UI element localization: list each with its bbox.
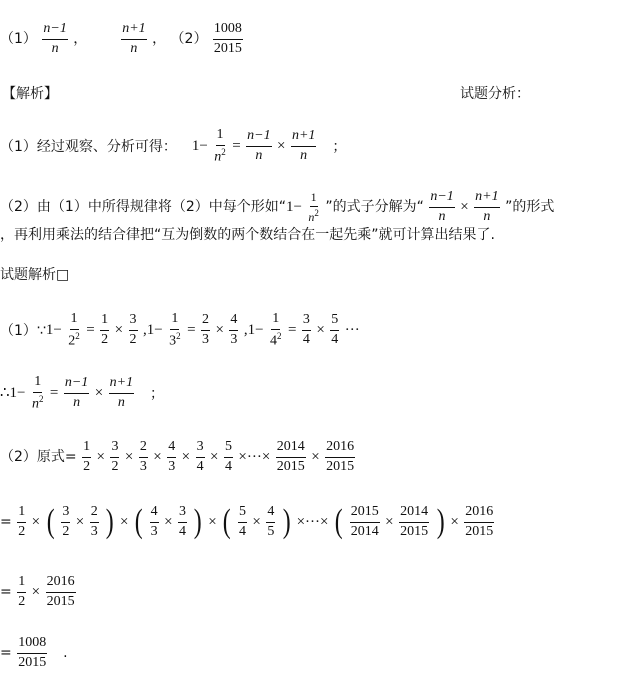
part2-label: （2） xyxy=(170,31,208,48)
detail-title: 试题解析□ xyxy=(0,267,70,283)
therefore-line: ∴1− $\frac{1}{n^2}$ = $\frac{n-1}{n}$ × $\frac{n+1}{n}$ ； xyxy=(0,374,165,412)
separator: ， xyxy=(73,31,88,48)
analysis-title: 【解析】 xyxy=(2,86,58,102)
part2-explanation-cont: ，再利用乘法的结合律把“互为倒数的两个数结合在一起先乘”就可计算出结果了. xyxy=(0,227,495,243)
answer-line xyxy=(0,22,244,56)
solution2-line: （2）原式= $\frac{1}{2}$ × $\frac{3}{2}$ × $\frac{2}{3}$ × $\frac{4}{3}$ × $\frac{3}{4}$ × $\frac{5}{4}$ ×···× $\frac{2014}{2015}$ × $\frac{2016}{2015}$ xyxy=(0,439,355,474)
fraction-n-minus-1-over-n: $\frac{n-1}{n}$ xyxy=(43,21,67,56)
part1-label: （1） xyxy=(0,31,37,48)
solution1-line: （1）∵1− $\frac{1}{2^2}$ = $\frac{1}{2}$ × $\frac{3}{2}$ ,1− $\frac{1}{3^2}$ = $\frac{2}{3}$ × $\frac{4}{3}$ ,1− $\frac{1}{4^2}$ = $\frac{3}{4}$ × $\frac{5}{4}$ ··· xyxy=(0,311,360,349)
part2-explanation: （2）由（1）中所得规律将（2）中每个形如“1− $\frac{1}{n^2}$ ”的式子分解为“ $\frac{n-1}{n}$ × $\frac{n+1}{n}$ ”的形式 xyxy=(0,189,555,224)
fraction-1008-over-2015: $\frac{1008}{2015}$ xyxy=(213,21,242,56)
analysis-tag: 试题分析： xyxy=(460,86,530,102)
fraction-1-over-n-squared: $\frac{1}{n^2}$ xyxy=(214,127,226,165)
observation-text: （1）经过观察、分析可得： xyxy=(0,138,177,155)
grouped-line: = $\frac{1}{2}$ × ( $\frac{3}{2}$ × $\frac{2}{3}$ ) × ( $\frac{4}{3}$ × $\frac{3}{4}$ ) × ( $\frac{5}{4}$ × $\frac{4}{5}$ ) ×···× ( $\frac{2015}{2014}$ × $\frac{2014}{2015}$ ) × $\frac{2016}{2015}$ xyxy=(0,503,494,541)
simplified-line: = $\frac{1}{2}$ × $\frac{2016}{2015}$ xyxy=(0,574,75,609)
final-answer-line: = $\frac{1008}{2015}$ . xyxy=(0,635,68,670)
observation-line: （1）经过观察、分析可得： 1− $\frac{1}{n^2}$ = $\frac{n-1}{n}$ × $\frac{n+1}{n}$ ； xyxy=(0,127,347,165)
final-fraction: $\frac{1008}{2015}$ xyxy=(18,635,47,670)
fraction-n-plus-1-over-n: $\frac{n+1}{n}$ xyxy=(122,21,146,56)
separator: ， xyxy=(152,31,167,48)
